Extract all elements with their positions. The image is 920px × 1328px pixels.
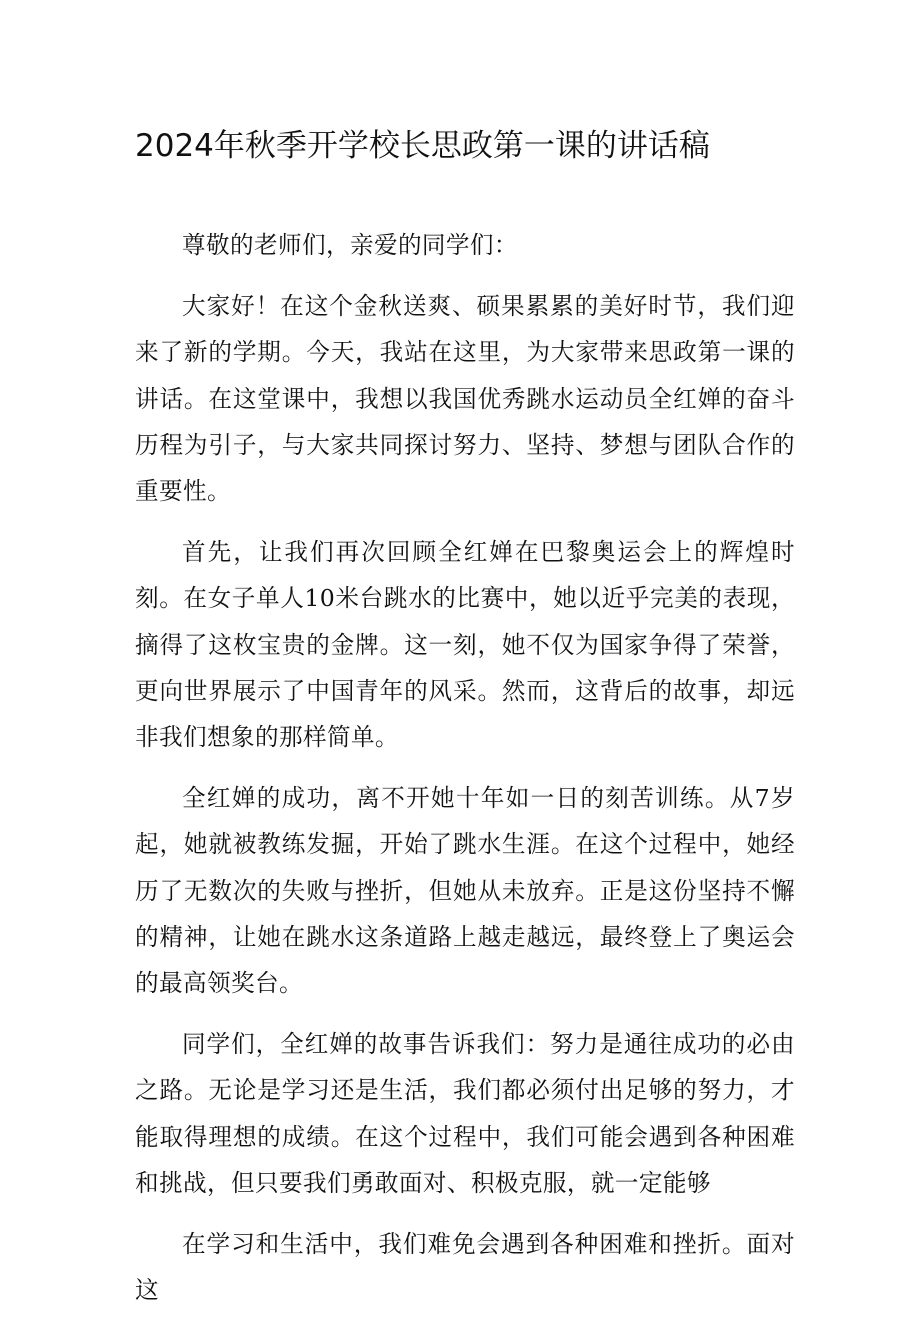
page-title: 2024年秋季开学校长思政第一课的讲话稿 [135, 128, 710, 164]
paragraph-salutation: 尊敬的老师们，亲爱的同学们： [182, 231, 518, 259]
paragraph-effort: 同学们，全红婵的故事告诉我们：努力是通往成功的必由之路。无论是学习还是生活，我们都必须付出足够的努力，才能取得理想的成绩。在这个过程中，我们可能会遇到各种困难和挑战，但只要我们勇敢面对、积极克服，就一定能够 [135, 1030, 795, 1197]
paragraph-olympic-moment: 首先，让我们再次回顾全红婵在巴黎奥运会上的辉煌时刻。在女子单人10米台跳水的比赛中，她以近乎完美的表现，摘得了这枚宝贵的金牌。这一刻，她不仅为国家争得了荣誉，更向世界展示了中国青年的风采。然而，这背后的故事，却远非我们想象的那样简单。 [135, 538, 795, 752]
document-body [135, 222, 795, 1328]
paragraph-training: 全红婵的成功，离不开她十年如一日的刻苦训练。从7岁起，她就被教练发掘，开始了跳水生涯。在这个过程中，她经历了无数次的失败与挫折，但她从未放弃。正是这份坚持不懈的精神，让她在跳水这条道路上越走越远，最终登上了奥运会的最高领奖台。 [135, 784, 795, 998]
paragraph-greeting: 大家好！在这个金秋送爽、硕果累累的美好时节，我们迎来了新的学期。今天，我站在这里，为大家带来思政第一课的讲话。在这堂课中，我想以我国优秀跳水运动员全红婵的奋斗历程为引子，与大家共同探讨努力、坚持、梦想与团队合作的重要性。 [135, 292, 795, 506]
paragraph-difficulties: 在学习和生活中，我们难免会遇到各种困难和挫折。面对这 [135, 1230, 795, 1305]
